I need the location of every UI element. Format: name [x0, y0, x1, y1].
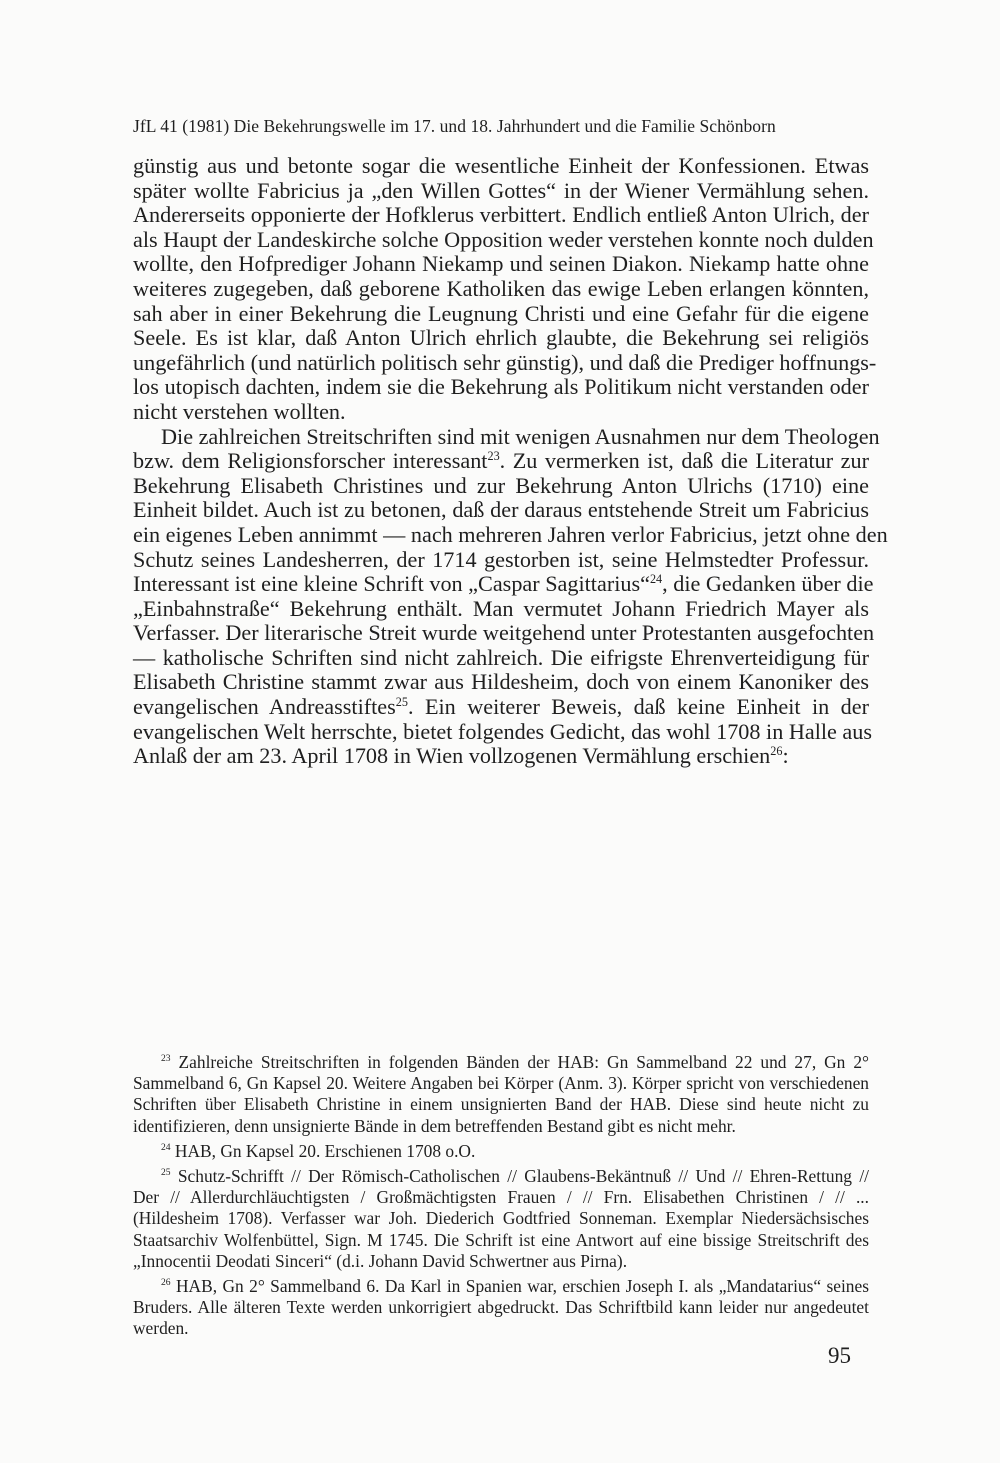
body-line: [133, 571, 874, 597]
body-line-text: — katholische Schriften sind nicht zahlreich. Die eifrigste Ehrenverteidigung für: [133, 644, 869, 670]
footnote-line: [133, 1276, 869, 1297]
footnote-line: [133, 1318, 869, 1339]
body-line-text: günstig aus und betonte sogar die wesentliche Einheit der Konfessionen. Etwas: [133, 153, 869, 178]
body-line: [133, 670, 869, 695]
body-line-text: . Ein weiterer Beweis, daß keine Einheit in der: [408, 694, 869, 720]
footnote-line: [133, 1166, 869, 1187]
footnote-ref[interactable]: 24: [649, 571, 663, 586]
body-line-text: wollte, den Hofprediger Johann Niekamp und seinen Diakon. Niekamp hatte ohne: [133, 251, 869, 277]
footnote-ref[interactable]: 25: [395, 694, 408, 709]
footnote-text: Schriften über Elisabeth Christine in einem unsignierten Band der HAB. Diese sind heute nicht zu: [133, 1094, 869, 1115]
body-line-text: „Einbahnstraße“ Bekehrung enthält. Man vermutet Johann Friedrich Mayer als: [133, 595, 869, 621]
footnote-number: 25: [161, 1167, 171, 1179]
footnote-number: 23: [161, 1053, 171, 1065]
footnote-text: Staatsarchiv Wolfenbüttel, Sign. M 1745. Die Schrift ist eine Antwort auf eine bissige Streitschrift des: [133, 1229, 869, 1250]
body-line-text: Andererseits opponierte der Hofklerus verbittert. Endlich entließ Anton Ulrich, der: [133, 202, 869, 228]
running-head: JfL 41 (1981) Die Bekehrungswelle im 17. und 18. Jahrhundert und die Familie Schönborn: [133, 116, 776, 136]
body-line: [133, 277, 869, 302]
footnote-text: Der // Allerdurchläuchtigsten / Großmächtigsten Frauen / // Frn. Elisabethen Christinen / // ...: [133, 1187, 869, 1208]
body-line: [133, 375, 869, 400]
body-line: [133, 474, 869, 499]
body-line: [133, 226, 874, 253]
body-text: [133, 153, 888, 769]
body-line: [133, 597, 869, 622]
footnote-line: [133, 1187, 869, 1208]
body-line-text: weiteres zugegeben, daß geborene Katholiken das ewige Leben erlangen könnten,: [133, 275, 869, 301]
footnote-23: [133, 1052, 869, 1137]
footnote-text: (Hildesheim 1708). Verfasser war Joh. Diederich Godtfried Sonneman. Exemplar Niedersächsisches: [133, 1208, 869, 1229]
body-line: [133, 695, 869, 720]
body-line-text: ungefährlich (und natürlich politisch sehr günstig), und daß die Prediger hoffnungs-: [133, 349, 877, 375]
body-line: [133, 203, 869, 228]
footnote-text: Sammelband 6, Gn Kapsel 20. Weitere Angaben bei Körper (Anm. 3). Körper spricht von verschiedenen: [133, 1073, 869, 1094]
body-line: [133, 302, 869, 327]
body-line-text: :: [782, 743, 789, 769]
footnote-ref[interactable]: 23: [487, 448, 500, 463]
footnote-line: [133, 1073, 869, 1094]
footnote-line: [133, 1230, 869, 1251]
footnote-text: Schutz-Schrifft // Der Römisch-Catholischen // Glaubens-Bekäntnuß // Und // Ehren-Rettung //: [177, 1165, 869, 1186]
body-line-text: , die Gedanken über die: [662, 571, 874, 597]
footnote-text: Zahlreiche Streitschriften in folgenden Bänden der HAB: Gn Sammelband 22 und 27, Gn 2°: [178, 1052, 869, 1072]
footnote-line: [133, 1052, 869, 1073]
body-line-text: evangelischen Welt herrschte, bietet folgendes Gedicht, das wohl 1708 in Halle aus: [133, 718, 873, 744]
body-line-text: später wollte Fabricius ja „den Willen Gottes“ in der Wiener Vermählung sehen.: [133, 177, 869, 203]
body-line: [133, 449, 869, 474]
body-line: [133, 349, 877, 376]
footnotes: [133, 1052, 869, 1343]
body-line: [133, 423, 880, 450]
body-line-text: Elisabeth Christine stammt zwar aus Hildesheim, doch von einem Kanoniker des: [133, 669, 869, 695]
body-line: [133, 154, 869, 179]
footnote-line: [133, 1297, 869, 1318]
footnote-text: identifizieren, denn unsignierte Bände in dem betreffenden Bestand gibt es nicht mehr.: [133, 1115, 736, 1136]
footnote-26: [133, 1276, 869, 1340]
body-line: [133, 620, 875, 646]
body-line-text: sah aber in einer Bekehrung die Leugnung Christi und eine Gefahr für die eigene: [133, 300, 869, 326]
footnote-text: Bruders. Alle älteren Texte werden unkorrigiert abgedruckt. Das Schriftbild kann leider nur angedeutet: [133, 1297, 869, 1318]
footnote-line: [133, 1208, 869, 1229]
footnote-text: „Innocentii Deodati Sinceri“ (d.i. Johann David Schwertner aus Pirna).: [133, 1250, 628, 1271]
body-line: [133, 744, 869, 769]
footnote-line: [133, 1251, 869, 1272]
body-line-text: ein eigenes Leben annimmt — nach mehreren Jahren verlor Fabricius, jetzt ohne den: [133, 521, 888, 547]
body-line-text: Einheit bildet. Auch ist zu betonen, daß der daraus entstehende Streit um Fabricius: [133, 497, 869, 523]
body-line: [133, 326, 869, 351]
body-line: [133, 646, 869, 671]
footnote-24: [133, 1141, 869, 1162]
body-line-text: Bekehrung Elisabeth Christines und zur Bekehrung Anton Ulrichs (1710) eine: [133, 472, 869, 498]
body-line-text: Verfasser. Der literarische Streit wurde weitgehend unter Protestanten ausgefochten: [133, 620, 875, 646]
body-line: [133, 548, 869, 573]
page-number: 95: [828, 1343, 851, 1368]
body-line-text: Die zahlreichen Streitschriften sind mit wenigen Ausnahmen nur dem Theologen: [161, 423, 880, 449]
body-line-text: Schutz seines Landesherren, der 1714 gestorben ist, seine Helmstedter Professur.: [133, 546, 869, 572]
footnote-line: [133, 1141, 869, 1162]
footnote-line: [133, 1116, 869, 1137]
footnote-number: 26: [161, 1277, 171, 1289]
body-line: [133, 179, 869, 204]
body-line-text: los utopisch dachten, indem sie die Bekehrung als Politikum nicht verstanden oder: [133, 374, 869, 400]
body-line-text: Interessant ist eine kleine Schrift von „Caspar Sagittarius“: [133, 571, 650, 597]
footnote-25: [133, 1166, 869, 1272]
body-line: [133, 498, 869, 523]
body-line-text: als Haupt der Landeskirche solche Opposition weder verstehen konnte noch dulden: [133, 226, 874, 252]
footnote-ref[interactable]: 26: [770, 743, 783, 758]
footnote-text: HAB, Gn 2° Sammelband 6. Da Karl in Spanien war, erschien Joseph I. als „Mandatarius“ seines: [175, 1275, 869, 1296]
footnote-text: HAB, Gn Kapsel 20. Erschienen 1708 o.O.: [174, 1140, 476, 1161]
footnote-text: werden.: [133, 1318, 189, 1339]
body-line: [133, 521, 888, 548]
body-line: [133, 718, 873, 745]
body-line-text: evangelischen Andreasstiftes: [133, 694, 396, 720]
body-line-text: nicht verstehen wollten.: [133, 398, 346, 424]
footnote-line: [133, 1094, 869, 1115]
body-line-text: Seele. Es ist klar, daß Anton Ulrich ehrlich glaubte, die Bekehrung sei religiös: [133, 325, 869, 351]
body-line-text: bzw. dem Religionsforscher interessant: [133, 448, 488, 474]
body-line: [133, 400, 869, 425]
body-line: [133, 252, 869, 277]
body-line-text: . Zu vermerken ist, daß die Literatur zur: [499, 448, 869, 474]
body-line-text: Anlaß der am 23. April 1708 in Wien vollzogenen Vermählung erschien: [133, 743, 771, 769]
footnote-number: 24: [161, 1142, 171, 1154]
